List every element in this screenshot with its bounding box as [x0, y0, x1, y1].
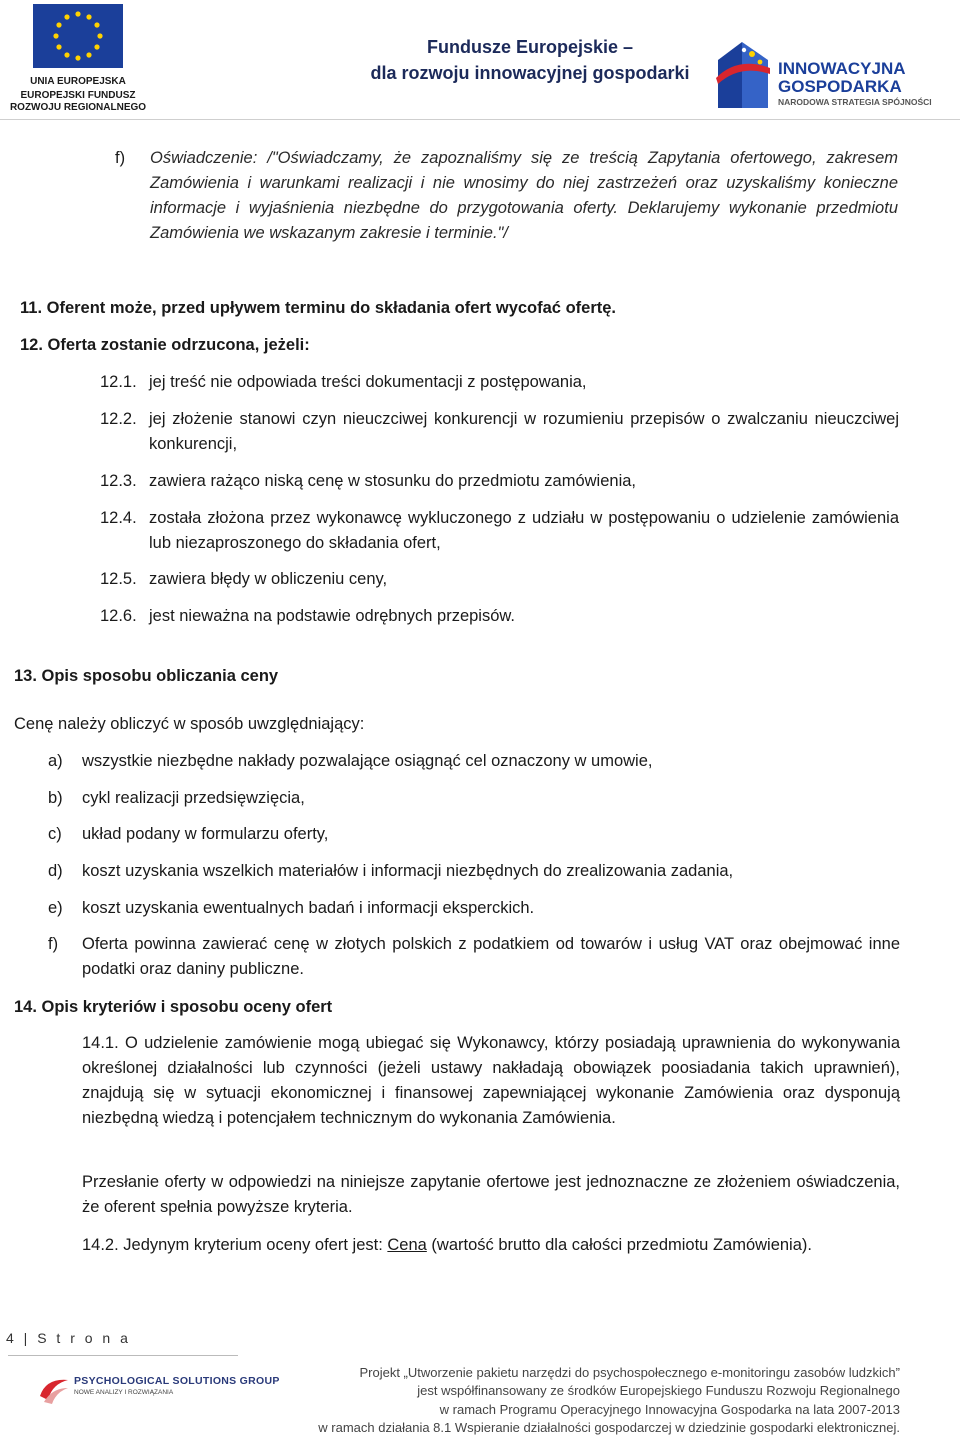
psg-swoosh-icon	[38, 1374, 70, 1404]
list-item: zawiera błędy w obliczeniu ceny,	[149, 570, 388, 588]
list-item-number: 12.6.	[100, 607, 137, 625]
list-item: koszt uzyskania wszelkich materiałów i informacji niezbędnych do zrealizowania zadania,	[82, 862, 734, 880]
eu-logo-line1: UNIA EUROPEJSKA	[30, 76, 126, 87]
page-number: 4 | S t r o n a	[6, 1330, 131, 1346]
ig-logo-word2: GOSPODARKA	[778, 77, 902, 96]
list-item: zawiera rażąco niską cenę w stosunku do przedmiotu zamówienia,	[149, 472, 636, 490]
list-item: jej złożenie stanowi czyn nieuczciwej konkurencji w rozumieniu przepisów o zwalczaniu nieuczciwej konkurencji,	[149, 410, 899, 453]
list-item-marker: a)	[48, 752, 63, 770]
footer-line-3: w ramach Programu Operacyjnego Innowacyjna Gospodarka na lata 2007-2013	[439, 1402, 900, 1417]
ig-logo-word1: INNOWACYJNA	[778, 59, 906, 78]
header-title-line2: dla rozwoju innowacyjnej gospodarki	[370, 63, 690, 83]
list-item-marker: f)	[48, 935, 59, 953]
criterion-cena: Cena	[387, 1236, 427, 1254]
ig-logo	[712, 28, 952, 112]
section-13-heading: 13. Opis sposobu obliczania ceny	[14, 667, 279, 685]
eu-logo-line2: EUROPEJSKI FUNDUSZ	[20, 90, 136, 101]
list-item-number: 12.4.	[100, 509, 137, 527]
list-item-number: 12.3.	[100, 472, 137, 490]
ig-logo-mark-icon	[712, 38, 772, 110]
list-item: koszt uzyskania ewentualnych badań i informacji eksperckich.	[82, 899, 535, 917]
psg-logo-tagline: NOWE ANALIZY I ROZWIĄZANIA	[74, 1389, 174, 1396]
paragraph-14-2-start: 14.2. Jedynym kryterium oceny ofert jest:	[82, 1236, 388, 1254]
list-item-marker: b)	[48, 789, 63, 807]
header-title	[300, 34, 760, 86]
item-f-marker: f)	[115, 149, 126, 167]
paragraph-14-2-end: (wartość brutto dla całości przedmiotu Zamówienia).	[426, 1236, 812, 1254]
list-item: układ podany w formularzu oferty,	[82, 825, 329, 843]
eu-logo	[5, 4, 151, 116]
list-item: jej treść nie odpowiada treści dokumentacji z postępowania,	[149, 373, 587, 391]
footer-line-2: jest współfinansowany ze środków Europejskiego Funduszu Rozwoju Regionalnego	[417, 1383, 900, 1398]
list-item-number: 12.5.	[100, 570, 137, 588]
header-title-line1: Fundusze Europejskie –	[426, 37, 634, 57]
list-item-marker: e)	[48, 899, 63, 917]
ig-logo-subtitle: NARODOWA STRATEGIA SPÓJNOŚCI	[778, 97, 932, 107]
list-item: jest nieważna na podstawie odrębnych przepisów.	[149, 607, 515, 625]
psg-logo	[38, 1372, 280, 1408]
psg-logo-name: PSYCHOLOGICAL SOLUTIONS GROUP	[74, 1375, 280, 1387]
eu-flag-icon	[33, 4, 123, 68]
list-item-number: 12.2.	[100, 410, 137, 428]
footer-divider	[8, 1355, 238, 1356]
section-11: 11. Oferent może, przed upływem terminu do składania ofert wycofać ofertę.	[20, 299, 616, 317]
list-item-number: 12.1.	[100, 373, 137, 391]
section-12-heading: 12. Oferta zostanie odrzucona, jeżeli:	[20, 336, 310, 354]
paragraph-14-1-note: Przesłanie oferty w odpowiedzi na niniejsze zapytanie ofertowe jest jednoznaczne ze złożeniem oświadczenia, że oferent spełnia powyższe kryteria.	[82, 1173, 900, 1216]
section-14-heading: 14. Opis kryteriów i sposobu oceny ofert	[14, 998, 333, 1016]
paragraph-14-1: 14.1. O udzielenie zamówienie mogą ubiegać się Wykonawcy, którzy posiadają uprawnienia do wykonywania określonej działalności lub czynności (jeżeli ustawy nakładają obowiązek poosiadania takich uprawnień), znajdują się w sytuacji ekonomicznej i finansowej zapewniającej wykonanie Zamówienia oraz dysponują niezbędną wiedzą i potencjałem technicznym do wykonania Zamówienia.	[82, 1034, 900, 1127]
paragraph-14-2	[82, 1233, 900, 1258]
list-item: Oferta powinna zawierać cenę w złotych polskich z podatkiem od towarów i usług VAT oraz obejmować inne podatki oraz daniny publiczne.	[82, 935, 900, 978]
list-item: wszystkie niezbędne nakłady pozwalające osiągnąć cel oznaczony w umowie,	[82, 752, 653, 770]
list-item: cykl realizacji przedsięwzięcia,	[82, 789, 305, 807]
eu-logo-line3: ROZWOJU REGIONALNEGO	[9, 102, 147, 113]
header-divider	[0, 119, 960, 120]
list-item: została złożona przez wykonawcę wykluczonego z udziału w postępowaniu o udzielenie zamówienia lub niezaproszonego do składania ofert,	[149, 509, 899, 552]
list-item-marker: d)	[48, 862, 63, 880]
list-item-marker: c)	[48, 825, 62, 843]
section-13-intro: Cenę należy obliczyć w sposób uwzględniający:	[14, 715, 365, 733]
footer-line-4: w ramach działania 8.1 Wspieranie działalności gospodarczej w dziedzinie gospodarki elektronicznej.	[318, 1420, 900, 1435]
declaration-text: Oświadczenie: /"Oświadczamy, że zapoznaliśmy się ze treścią Zapytania ofertowego, zakresem Zamówienia i warunkami realizacji i nie wnosimy do niej zastrzeżeń oraz uzyskaliśmy konieczne informacje i wyjaśnienia niezbędne do przygotowania oferty. Deklarujemy wykonanie przedmiotu Zamówienia we wskazanym zakresie i terminie."/	[150, 149, 898, 242]
footer-line-1: Projekt „Utworzenie pakietu narzędzi do psychospołecznego e-monitoringu zasobów ludzkich”	[359, 1365, 900, 1380]
